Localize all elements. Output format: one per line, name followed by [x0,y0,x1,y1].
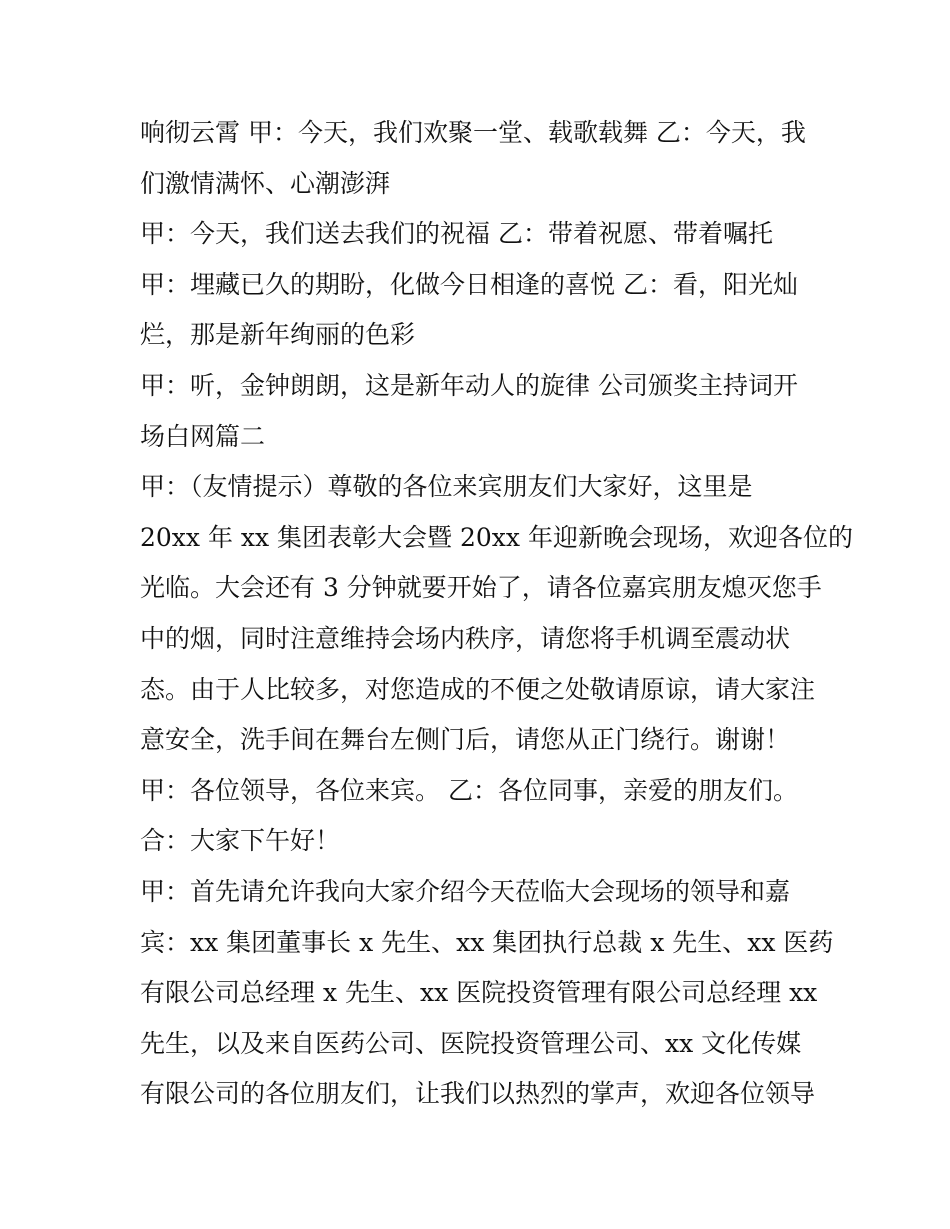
text-line: 甲：听，金钟朗朗，这是新年动人的旋律 公司颁奖主持词开 [140,370,798,400]
text-line: 有限公司的各位朋友们，让我们以热烈的掌声，欢迎各位领导 [140,1079,816,1109]
text-line: 甲：今天，我们送去我们的祝福 乙：带着祝愿、带着嘱托 [140,219,773,249]
text-line: 20xx 年 xx 集团表彰大会暨 20xx 年迎新晚会现场，欢迎各位的 [140,522,853,552]
document-body [140,108,853,1120]
text-line: 意安全，洗手间在舞台左侧门后，请您从正门绕行。谢谢！ [140,725,791,755]
text-line: 态。由于人比较多，对您造成的不便之处敬请原谅，请大家注 [140,674,816,704]
text-line: 烂，那是新年绚丽的色彩 [140,320,416,350]
text-line: 宾：xx 集团董事长 x 先生、xx 集团执行总裁 x 先生、xx 医药 [140,927,834,957]
text-line: 中的烟，同时注意维持会场内秩序，请您将手机调至震动状 [140,623,791,653]
text-line: 合：大家下午好！ [140,826,341,856]
text-line: 有限公司总经理 x 先生、xx 医院投资管理有限公司总经理 xx [140,978,818,1008]
text-line: 甲：埋藏已久的期盼，化做今日相逢的喜悦 乙：看，阳光灿 [140,269,798,299]
text-line: 甲：各位领导，各位来宾。 乙：各位同事，亲爱的朋友们。 [140,775,798,805]
text-line: 场白网篇二 [140,421,266,451]
text-line: 甲：（友情提示）尊敬的各位来宾朋友们大家好，这里是 [140,472,753,502]
text-line: 光临。大会还有 3 分钟就要开始了，请各位嘉宾朋友熄灭您手 [140,573,822,603]
text-line: 先生，以及来自医药公司、医院投资管理公司、xx 文化传媒 [140,1028,802,1058]
text-line: 们激情满怀、心潮澎湃 [140,168,391,198]
text-line: 响彻云霄 甲：今天，我们欢聚一堂、载歌载舞 乙：今天，我 [140,118,806,147]
text-line: 甲：首先请允许我向大家介绍今天莅临大会现场的领导和嘉 [140,876,791,906]
